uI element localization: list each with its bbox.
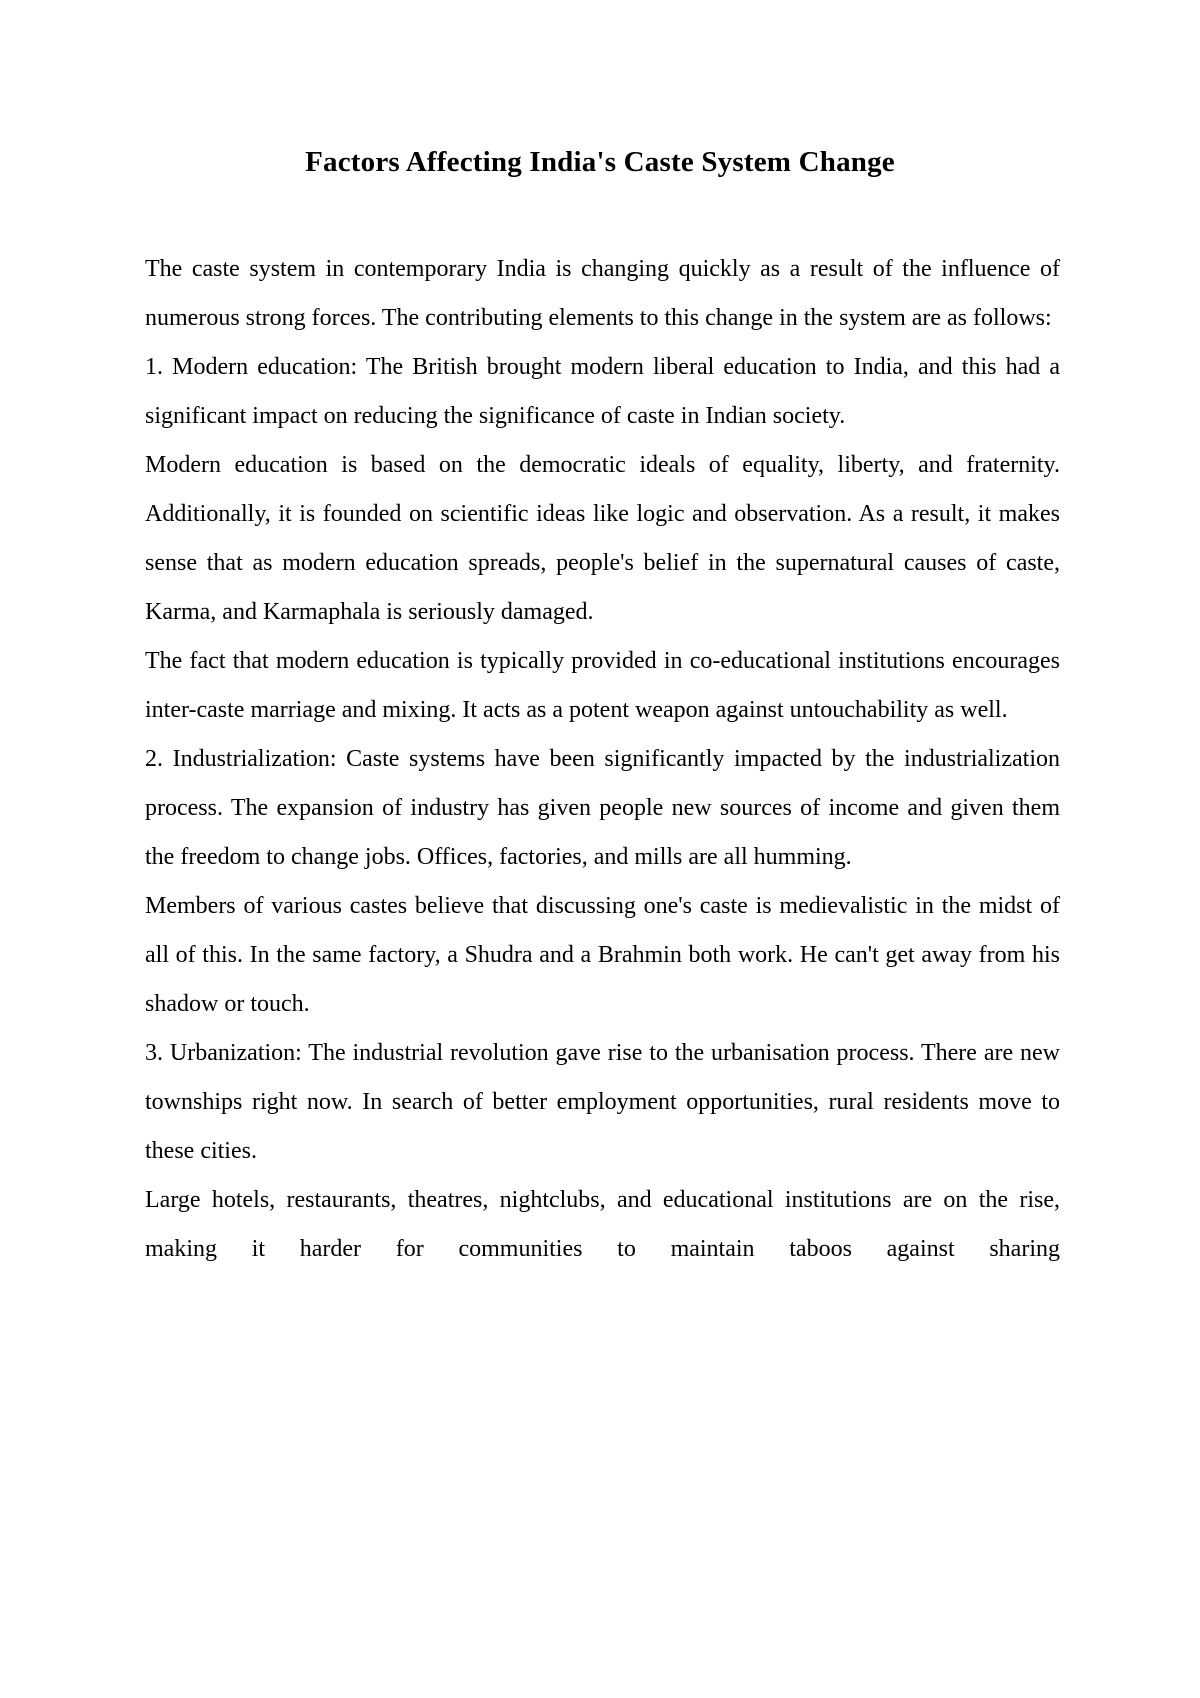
page-title: Factors Affecting India's Caste System Change — [305, 146, 895, 178]
paragraph-democratic-ideals: Modern education is based on the democratic ideals of equality, liberty, and fraternity. Additionally, it is founded on scientific ideas like logic and observation. As a result, it makes sense that as modern education spreads, people's belief in the supernatural causes of caste, Karma, and Karmaphala is seriously damaged. — [145, 452, 1060, 625]
paragraph-co-education: The fact that modern education is typically provided in co-educational institutions encourages inter-caste marriage and mixing. It acts as a potent weapon against untouchability as well. — [145, 648, 1060, 723]
document-body — [145, 245, 1060, 1274]
paragraph-hotels-restaurants: Large hotels, restaurants, theatres, nightclubs, and educational institutions are on the rise, making it harder for communities to maintain taboos against sharing — [145, 1187, 1060, 1262]
paragraph-industrialization: 2. Industrialization: Caste systems have been significantly impacted by the industrialization process. The expansion of industry has given people new sources of income and given them the freedom to change jobs. Offices, factories, and mills are all humming. — [145, 746, 1060, 870]
paragraph-castes-factory: Members of various castes believe that discussing one's caste is medievalistic in the midst of all of this. In the same factory, a Shudra and a Brahmin both work. He can't get away from his shadow or touch. — [145, 893, 1060, 1017]
paragraph-urbanization: 3. Urbanization: The industrial revolution gave rise to the urbanisation process. There are new townships right now. In search of better employment opportunities, rural residents move to these cities. — [145, 1040, 1060, 1164]
paragraph-intro: The caste system in contemporary India is changing quickly as a result of the influence of numerous strong forces. The contributing elements to this change in the system are as follows: — [145, 256, 1060, 331]
paragraph-modern-education: 1. Modern education: The British brought modern liberal education to India, and this had a significant impact on reducing the significance of caste in Indian society. — [145, 354, 1060, 429]
